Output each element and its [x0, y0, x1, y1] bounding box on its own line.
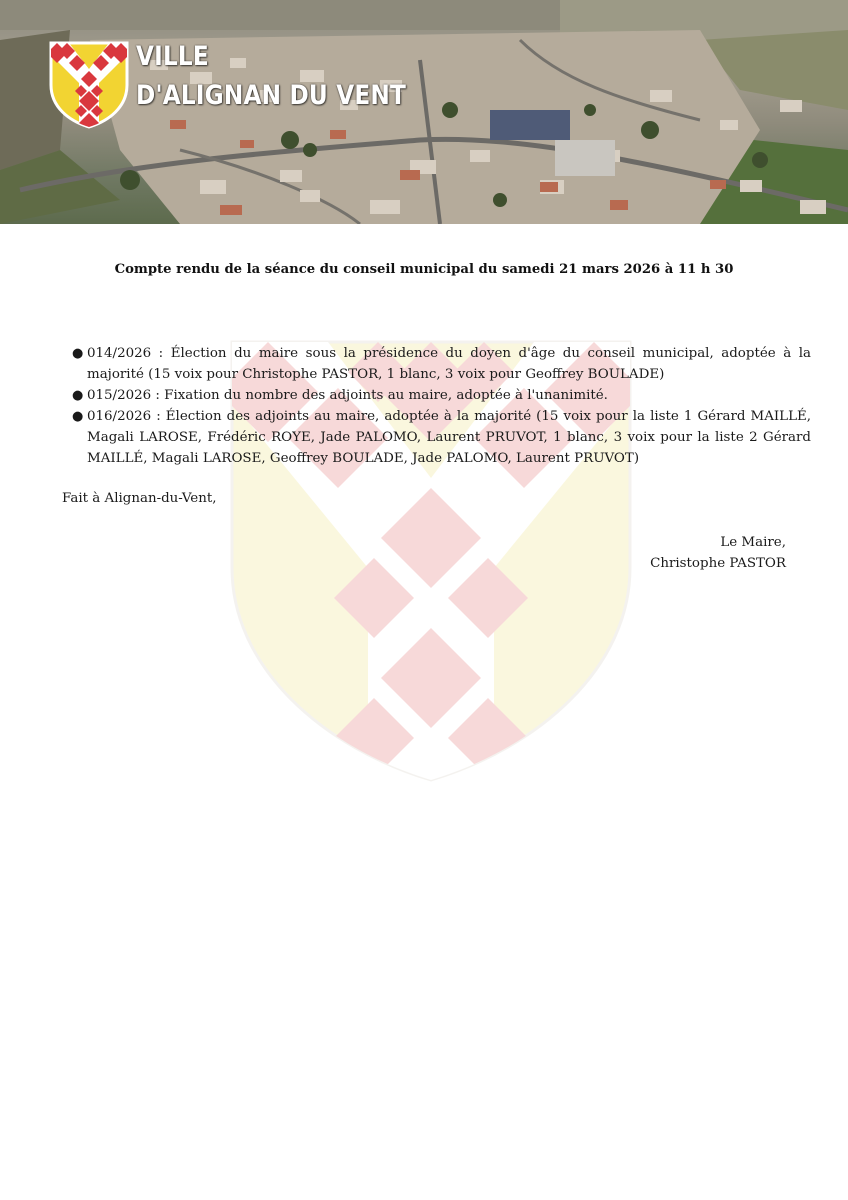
deliberation-text: 014/2026 : Élection du maire sous la présidence du doyen d'âge du conseil municipal, adoptée à la majorité (15 voix pour Christophe PASTOR, 1 blanc, 3 voix pour Geoffrey BOULADE) — [87, 346, 811, 382]
logo-title-line1: VILLE — [136, 41, 209, 72]
bullet-icon: ● — [72, 388, 84, 403]
header-banner — [0, 0, 848, 224]
signature-title: Le Maire, — [720, 535, 786, 550]
place-line: Fait à Alignan-du-Vent, — [62, 491, 217, 506]
deliberation-text: 016/2026 : Élection des adjoints au maire, adoptée à la majorité (15 voix pour la liste 1 Gérard MAILLÉ, Magali LAROSE, Frédéric ROYE, Jade PALOMO, Laurent PRUVOT, 1 blanc, 3 voix pour la liste 2 Gérard MAILLÉ, Magali LAROSE, Geoffrey BOULADE, Jade PALOMO, Laurent PRUVOT) — [87, 409, 811, 466]
signature-block — [650, 532, 786, 574]
deliberation-list — [62, 343, 811, 469]
list-item — [72, 385, 811, 406]
deliberation-text: 015/2026 : Fixation du nombre des adjoints au maire, adoptée à l'unanimité. — [87, 388, 608, 403]
bullet-icon: ● — [72, 346, 84, 361]
bullet-icon: ● — [72, 409, 84, 424]
list-item — [72, 343, 811, 385]
shield-crest-icon — [49, 41, 129, 129]
signature-name: Christophe PASTOR — [650, 556, 786, 571]
report-title: Compte rendu de la séance du conseil municipal du samedi 21 mars 2026 à 11 h 30 — [114, 262, 734, 277]
list-item — [72, 406, 811, 469]
logo-title-line2: D'ALIGNAN DU VENT — [136, 80, 407, 111]
